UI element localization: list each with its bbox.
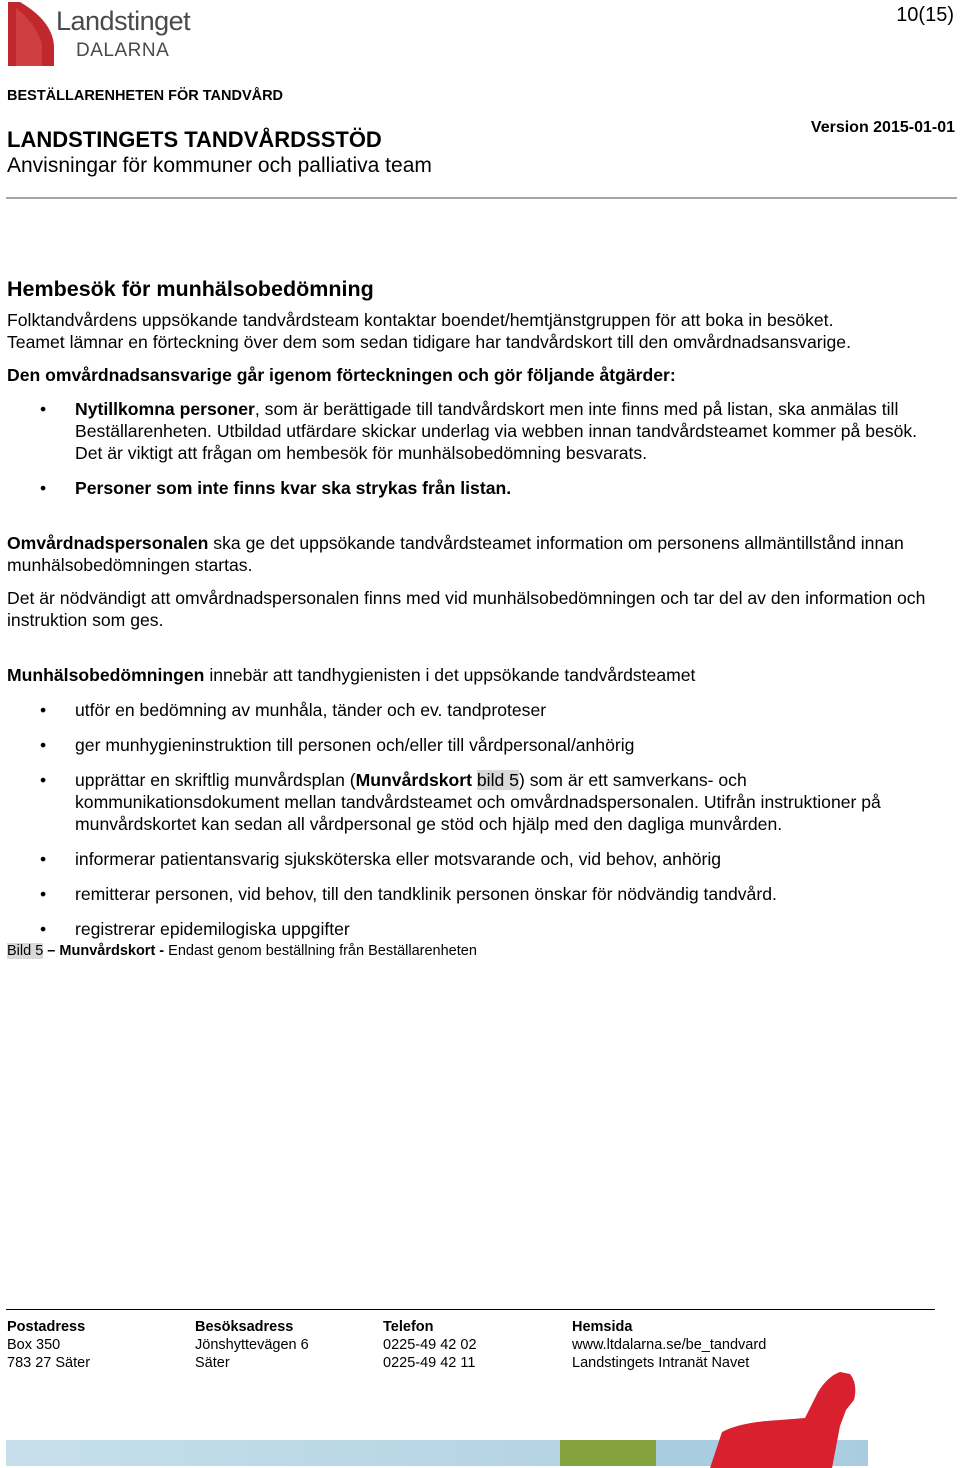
list-item: • utför en bedömning av munhåla, tänder och ev. tandproteser xyxy=(40,700,547,720)
department: BESTÄLLARENHETEN FÖR TANDVÅRD xyxy=(7,88,284,104)
lead-text: Den omvårdnadsansvarige går igenom förteckningen och gör följande åtgärder: xyxy=(7,365,676,385)
list-item: • Nytillkomna personer, som är berättigade till tandvårdskort men inte finns med på listan, ska anmälas till Beställarenheten. Utbildad utfärdare skickar underlag via webben innan tandvårdsteamet kommer på besök. Det är viktigt att frågan om hembesök för munhälsobedömning besvarats. xyxy=(40,399,918,463)
figure-reference-link[interactable]: bild 5 xyxy=(476,770,519,790)
bullet-icon: • xyxy=(40,478,47,498)
list-item: • informerar patientansvarig sjuksköterska eller motsvarande och, vid behov, anhörig xyxy=(40,849,722,869)
footer-phone: Telefon 0225-49 42 02 0225-49 42 11 xyxy=(383,1319,477,1371)
list-item: • remitterar personen, vid behov, till den tandklinik personen önskar för nödvändig tandvård. xyxy=(40,884,777,904)
document-title: LANDSTINGETS TANDVÅRDSSTÖD xyxy=(7,127,382,152)
logo-name: Landstinget xyxy=(56,6,191,36)
figure-caption: Bild 5 – Munvårdskort - Endast genom beställning från Beställarenheten xyxy=(7,943,477,959)
document-subtitle: Anvisningar för kommuner och palliativa team xyxy=(7,154,432,177)
section-heading: Hembesök för munhälsobedömning xyxy=(7,277,374,301)
logo-sub: DALARNA xyxy=(76,40,170,61)
bullet-icon: • xyxy=(40,770,47,790)
list-item: • Personer som inte finns kvar ska strykas från listan. xyxy=(40,478,512,498)
bullet-icon: • xyxy=(40,700,47,720)
page-number: 10(15) xyxy=(896,4,954,26)
version-label: Version 2015-01-01 xyxy=(810,119,955,136)
footer-postal: Postadress Box 350 783 27 Säter xyxy=(7,1319,91,1371)
bullet-icon: • xyxy=(40,735,47,755)
list-item: • registrerar epidemilogiska uppgifter xyxy=(40,919,350,939)
bullet-icon: • xyxy=(40,399,47,419)
list-item: • upprättar en skriftlig munvårdsplan (Munvårdskort bild 5) som är ett samverkans- och kommunikationsdokument mellan tandvårdsteamet och omvårdnadspersonalen. Utifrån instruktioner på munvårdskortet kan sedan all vårdpersonal ge stöd och hjälp med den dagliga munvården. xyxy=(40,770,881,834)
bullet-icon: • xyxy=(40,849,47,869)
bullet-icon: • xyxy=(40,884,47,904)
footer-divider xyxy=(6,1309,935,1310)
action-list xyxy=(7,398,942,499)
bullet-icon: • xyxy=(40,919,47,939)
staff-paragraph-2: Det är nödvändigt att omvårdnadspersonalen finns med vid munhälsobedömningen och tar del av den information och instruktion som ges. xyxy=(7,588,926,630)
footer-visit: Besöksadress Jönshyttevägen 6 Säter xyxy=(195,1319,309,1371)
main-content xyxy=(7,276,942,962)
assessment-list xyxy=(7,699,942,940)
assessment-paragraph: Munhälsobedömningen innebär att tandhygienisten i det uppsökande tandvårdsteamet xyxy=(7,665,696,685)
dala-horse-icon xyxy=(700,1370,860,1468)
footer-website: Hemsida www.ltdalarna.se/be_tandvard Landstingets Intranät Navet xyxy=(572,1319,767,1371)
intro-line-1: Folktandvårdens uppsökande tandvårdsteam kontaktar boendet/hemtjänstgruppen för att boka in besöket. xyxy=(7,310,834,330)
staff-paragraph: Omvårdnadspersonalen ska ge det uppsökande tandvårdsteamet information om personens allmäntillstånd innan munhälsobedömningen startas. xyxy=(7,533,904,575)
list-item: • ger munhygieninstruktion till personen och/eller till vårdpersonal/anhörig xyxy=(40,735,635,755)
intro-line-2: Teamet lämnar en förteckning över dem som sedan tidigare har tandvårdskort till den omvårdnadsansvarige. xyxy=(7,332,851,352)
website-link[interactable]: www.ltdalarna.se/be_tandvard xyxy=(572,1337,767,1353)
header-divider xyxy=(6,197,957,199)
